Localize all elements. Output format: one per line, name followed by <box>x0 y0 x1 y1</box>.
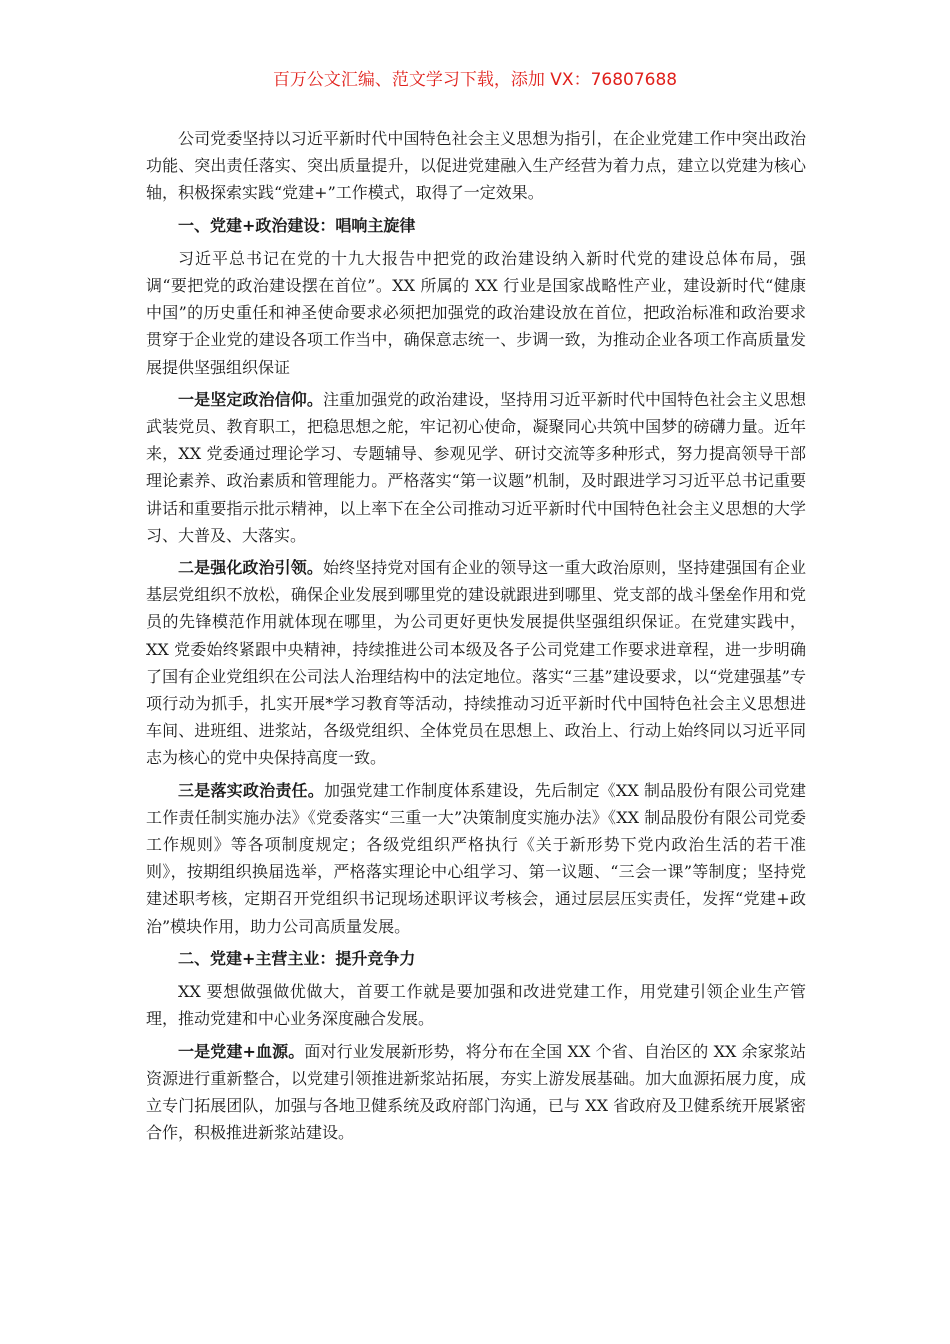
section-1-item-1 <box>146 386 806 549</box>
section-1-heading: 一、党建+政治建设：唱响主旋律 <box>178 215 416 235</box>
item-title: 二是强化政治引领。 <box>178 558 323 578</box>
item-text: 始终坚持党对国有企业的领导这一重大政治原则，坚持建强国有企业基层党组织不放松，确保企业发展到哪里党的建设就跟进到哪里、党支部的战斗堡垒作用和党员的先锋模范作用就体现在哪里，为公司更好更快发展提供坚强组织保证。在党建实践中，XX 党委始终紧跟中央精神，持续推进公司本级及各子公司党建工作要求进章程，进一步明确了国有企业党组织在公司法人治理结构中的法定地位。落实“三基”建设要求，以“党建强基”专项行动为抓手，扎实开展*学习教育等活动，持续推动习近平新时代中国特色社会主义思想进车间、进班组、进浆站，各级党组织、全体党员在思想上、政治上、行动上始终同以习近平同志为核心的党中央保持高度一致。 <box>146 558 806 768</box>
item-text: 面对行业发展新形势，将分布在全国 XX 个省、自治区的 XX 余家浆站资源进行重新整合，以党建引领推进新浆站拓展，夯实上游发展基础。加大血源拓展力度，成立专门拓展团队，加强与各地卫健系统及政府部门沟通，已与 XX 省政府及卫健系统开展紧密合作，积极推进新浆站建设。 <box>146 1041 806 1143</box>
item-text: 注重加强党的政治建设，坚持用习近平新时代中国特色社会主义思想武装党员、教育职工，把稳思想之舵，牢记初心使命，凝聚同心共筑中国梦的磅礴力量。近年来，XX 党委通过理论学习、专题辅导、参观见学、研讨交流等多种形式，努力提高领导干部理论素养、政治素质和管理能力。严格落实“第一议题”机制，及时跟进学习习近平总书记重要讲话和重要指示批示精神，以上率下在全公司推动习近平新时代中国特色社会主义思想的大学习、大普及、大落实。 <box>146 389 806 545</box>
document-body <box>146 125 806 1151</box>
intro-paragraph: 公司党委坚持以习近平新时代中国特色社会主义思想为指引，在企业党建工作中突出政治功能、突出责任落实、突出质量提升，以促进党建融入生产经营为着力点，建立以党建为核心轴，积极探索实践“党建+”工作模式，取得了一定效果。 <box>146 129 806 203</box>
watermark-header: 百万公文汇编、范文学习下载，添加 VX：76807688 <box>272 70 678 90</box>
section-1-lead-paragraph: 习近平总书记在党的十九大报告中把党的政治建设纳入新时代党的建设总体布局，强调“要把党的政治建设摆在首位”。XX 所属的 XX 行业是国家战略性产业，建设新时代“健康中国”的历史重任和神圣使命要求必须把加强党的政治建设放在首位，把政治标准和政治要求贯穿于企业党的建设各项工作当中，确保意志统一、步调一致，为推动企业各项工作高质量发展提供坚强组织保证 <box>146 248 806 377</box>
item-title: 一是党建+血源。 <box>178 1041 305 1061</box>
item-text: 加强党建工作制度体系建设，先后制定《XX 制品股份有限公司党建工作责任制实施办法》《党委落实“三重一大”决策制度实施办法》《XX 制品股份有限公司党委工作规则》等各项制度规定；各级党组织严格执行《关于新形势下党内政治生活的若干准则》，按期组织换届选举，严格落实理论中心组学习、第一议题、“三会一课”等制度；坚持党建述职考核，定期召开党组织书记现场述职评议考核会，通过层层压实责任，发挥“党建+政治”模块作用，助力公司高质量发展。 <box>146 780 806 936</box>
section-2-item-1 <box>146 1038 806 1147</box>
section-1-item-3 <box>146 777 806 940</box>
section-2-lead-paragraph: XX 要想做强做优做大，首要工作就是要加强和改进党建工作，用党建引领企业生产管理，推动党建和中心业务深度融合发展。 <box>146 982 806 1029</box>
item-title: 三是落实政治责任。 <box>178 780 324 800</box>
section-1-item-2 <box>146 554 806 772</box>
item-title: 一是坚定政治信仰。 <box>178 389 323 409</box>
section-2-heading: 二、党建+主营主业：提升竞争力 <box>178 948 416 968</box>
